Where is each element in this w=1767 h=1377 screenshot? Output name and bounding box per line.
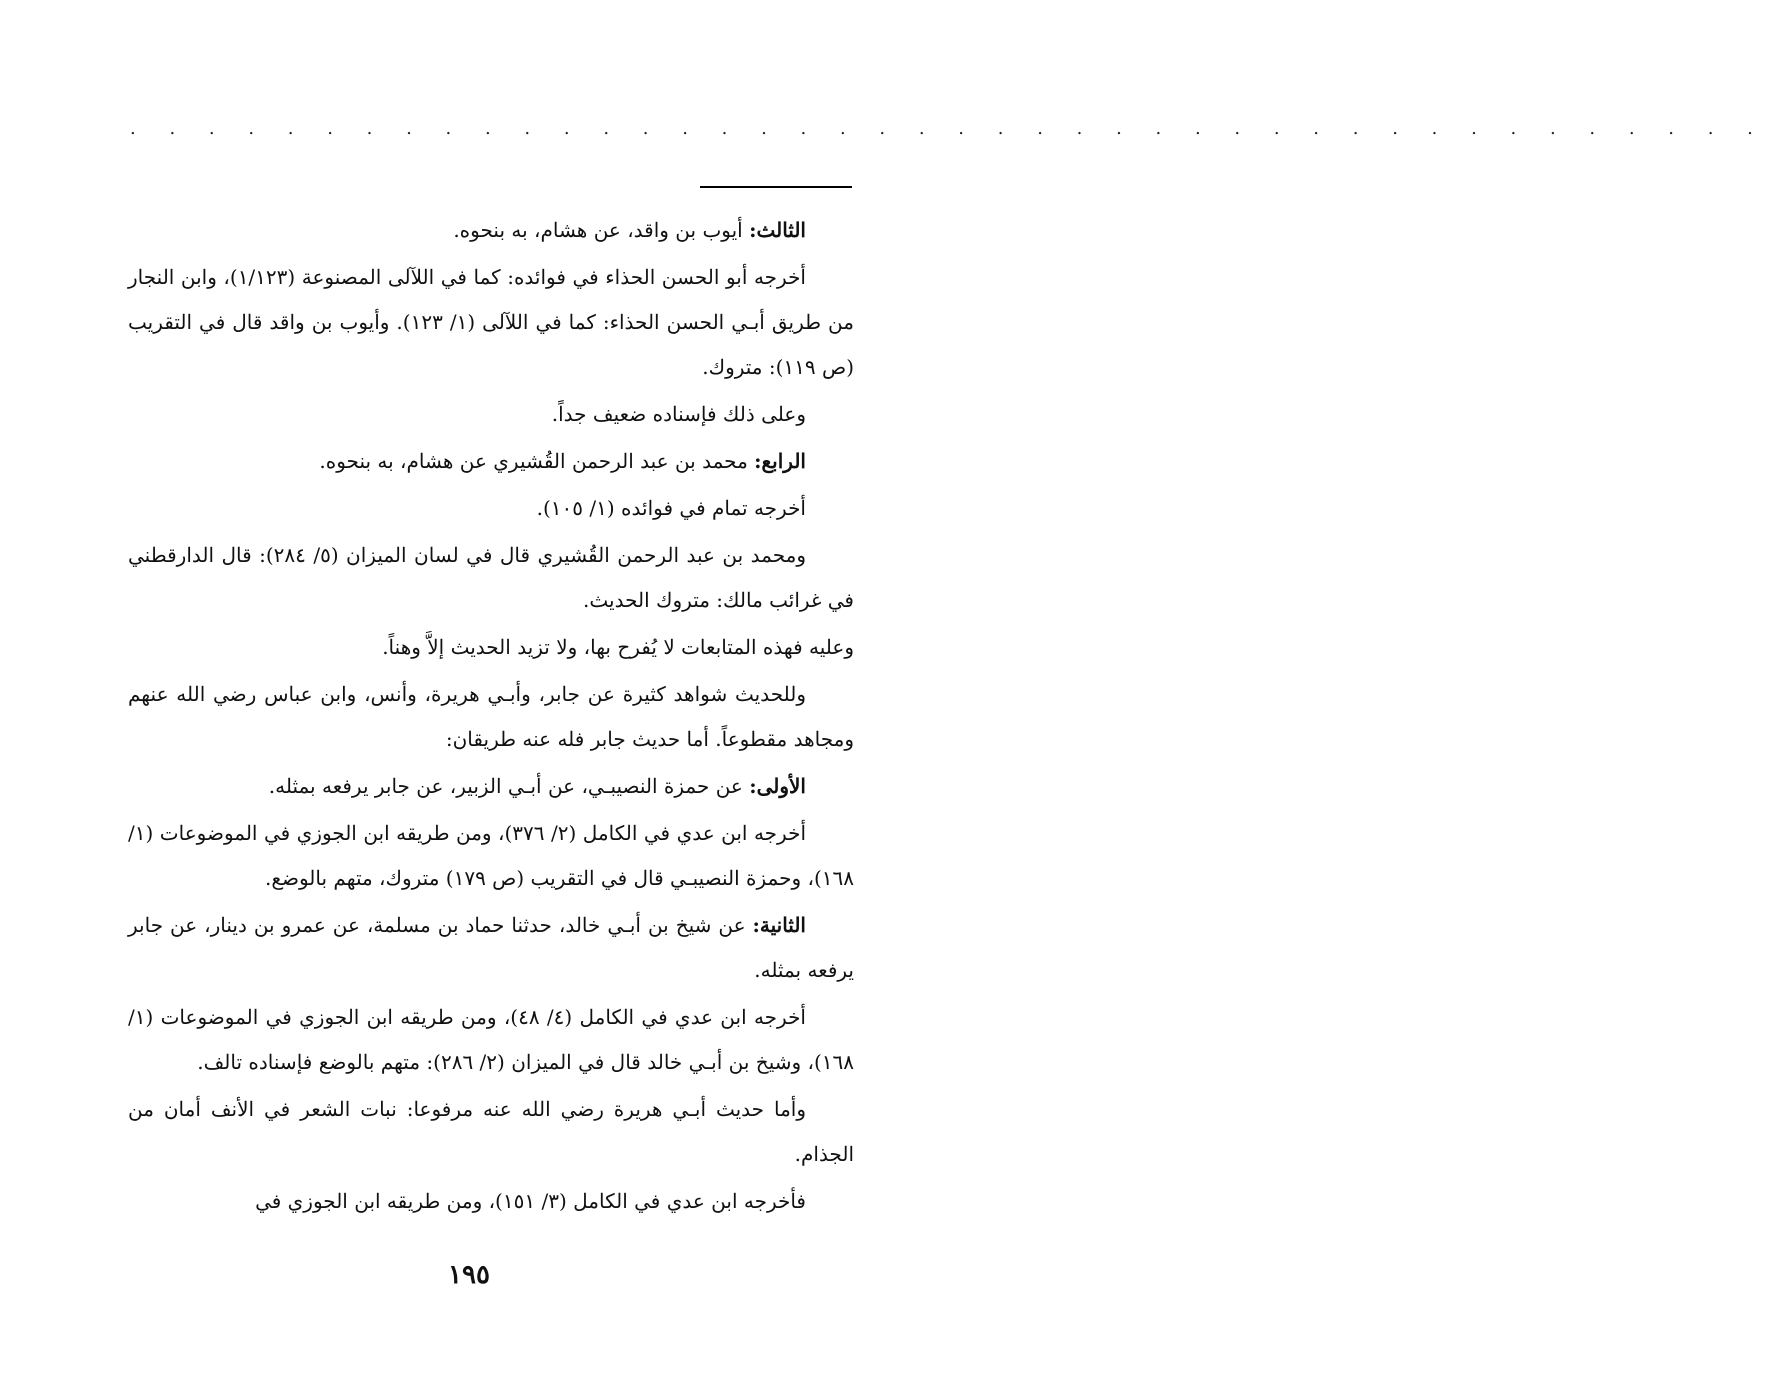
paragraph (128, 625, 854, 670)
paragraph-text: أخرجه ابن عدي في الكامل (٤/ ٤٨)، ومن طريقه ابن الجوزي في الموضوعات (١/ ١٦٨)، وشيخ بن أبـي خالد قال في الميزان (٢/ ٢٨٦): متهم بالوضع فإسناده تالف. (128, 1005, 854, 1074)
paragraph-text: وأما حديث أبـي هريرة رضي الله عنه مرفوعا: نبات الشعر في الأنف أمان من الجذام. (128, 1097, 854, 1166)
paragraph-text: وعليه فهذه المتابعات لا يُفرح بها، ولا تزيد الحديث إلاَّ وهناً. (382, 635, 854, 659)
paragraph (128, 1179, 854, 1224)
paragraph (128, 392, 854, 437)
paragraph (128, 486, 854, 531)
paragraph (128, 995, 854, 1085)
paragraph-text: أخرجه ابن عدي في الكامل (٢/ ٣٧٦)، ومن طريقه ابن الجوزي في الموضوعات (١/ ١٦٨)، وحمزة النصيبـي قال في التقريب (ص ١٧٩) متروك، متهم بالوضع. (128, 821, 854, 890)
paragraph (128, 811, 854, 901)
page-body (128, 208, 854, 1224)
paragraph (128, 439, 854, 484)
paragraph-label: الثالث: (749, 218, 806, 242)
paragraph-text: أيوب بن واقد، عن هشام، به بنحوه. (453, 218, 750, 242)
footnote-rule (700, 186, 852, 188)
paragraph-text: ومحمد بن عبد الرحمن القُشيري قال في لسان الميزان (٥/ ٢٨٤): قال الدارقطني في غرائب مالك: متروك الحديث. (128, 543, 854, 612)
paragraph (128, 672, 854, 762)
paragraph (128, 208, 854, 253)
page-number: ١٩٥ (448, 1260, 490, 1290)
paragraph-text: عن حمزة النصيبـي، عن أبـي الزبير، عن جابر يرفعه بمثله. (268, 774, 750, 798)
paragraph-text: عن شيخ بن أبـي خالد، حدثنا حماد بن مسلمة، عن عمرو بن دينار، عن جابر يرفعه بمثله. (128, 913, 854, 982)
paragraph-text: وعلى ذلك فإسناده ضعيف جداً. (551, 402, 806, 426)
paragraph (128, 1087, 854, 1177)
paragraph-label: الثانية: (752, 913, 806, 937)
paragraph (128, 903, 854, 993)
paragraph-text: فأخرجه ابن عدي في الكامل (٣/ ١٥١)، ومن طريقه ابن الجوزي في (255, 1189, 806, 1213)
paragraph (128, 533, 854, 623)
paragraph (128, 764, 854, 809)
paragraph-text: محمد بن عبد الرحمن القُشيري عن هشام، به بنحوه. (319, 449, 755, 473)
paragraph-label: الرابع: (754, 449, 806, 473)
separator-dots: . . . . . . . . . . . . . . . . . . . . . . . . . . . . . . . . . . . . . . . . . . (130, 118, 1767, 139)
paragraph-text: وللحديث شواهد كثيرة عن جابر، وأبـي هريرة، وأنس، وابن عباس رضي الله عنهم ومجاهد مقطوعاً. أما حديث جابر فله عنه طريقان: (128, 682, 854, 751)
paragraph-text: أخرجه تمام في فوائده (١/ ١٠٥). (536, 496, 806, 520)
paragraph (128, 255, 854, 390)
paragraph-text: أخرجه أبو الحسن الحذاء في فوائده: كما في اللآلى المصنوعة (١/١٢٣)، وابن النجار من طريق أبـي الحسن الحذاء: كما في اللآلى (١/ ١٢٣). وأيوب بن واقد قال في التقريب (ص ١١٩): متروك. (128, 265, 854, 379)
paragraph-label: الأولى: (749, 774, 806, 798)
